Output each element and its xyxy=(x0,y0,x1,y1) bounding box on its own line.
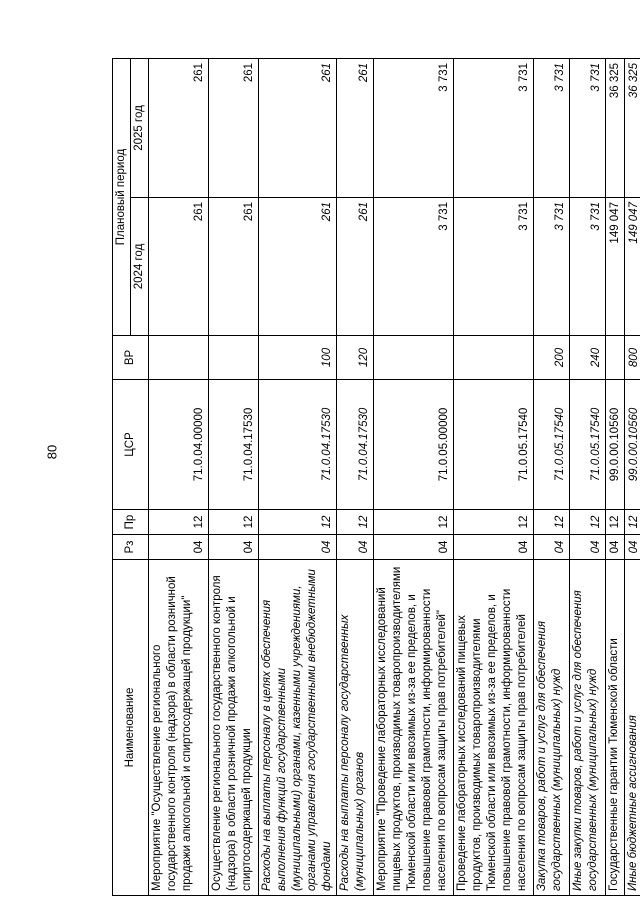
row-vr: 120 xyxy=(337,336,374,380)
row-name: Иные бюджетные ассигнования xyxy=(625,560,640,896)
row-rz: 04 xyxy=(625,535,640,560)
row-vr: 200 xyxy=(534,336,570,380)
row-name: Расходы на выплаты персоналу государственных (муниципальных) органов xyxy=(337,560,374,896)
table-header xyxy=(113,58,149,895)
row-rz: 04 xyxy=(570,535,606,560)
table-row xyxy=(570,58,606,895)
row-pr: 12 xyxy=(374,510,454,535)
row-value-2024: 261 xyxy=(337,198,374,336)
row-value-2024: 261 xyxy=(259,198,337,336)
row-value-2025: 36 325 xyxy=(625,58,640,197)
row-value-2025: 36 325 xyxy=(606,58,625,197)
header-vr: ВР xyxy=(113,336,149,380)
table-row xyxy=(625,58,640,895)
row-vr xyxy=(209,336,259,380)
header-rz: Рз xyxy=(113,535,149,560)
budget-table xyxy=(112,58,640,896)
table-row xyxy=(374,58,454,895)
table-row xyxy=(534,58,570,895)
header-pr: Пр xyxy=(113,510,149,535)
row-name: Расходы на выплаты персоналу в целях обеспечения выполнения функций государственными (муниципальными) органами, казенными учреждениями, органами управления государственными внебюджетными фондами xyxy=(259,560,337,896)
row-pr: 12 xyxy=(606,510,625,535)
row-value-2025: 3 731 xyxy=(570,58,606,197)
row-value-2024: 261 xyxy=(209,198,259,336)
row-value-2024: 3 731 xyxy=(534,198,570,336)
row-name: Проведение лабораторных исследований пищевых продуктов, производимых товаропроизводителями Тюменской области или ввозимых из-за ее пределов, и повышение правовой грамотности, информированности населения по вопросам защиты прав потребителей xyxy=(454,560,534,896)
row-value-2025: 3 731 xyxy=(374,58,454,197)
table-row xyxy=(606,58,625,895)
row-value-2024: 149 047 xyxy=(625,198,640,336)
row-value-2024: 3 731 xyxy=(570,198,606,336)
row-rz: 04 xyxy=(337,535,374,560)
row-csr: 71.0.05.00000 xyxy=(374,380,454,510)
header-name: Наименование xyxy=(113,560,149,896)
row-csr: 99.0.00.10560 xyxy=(606,380,625,510)
row-pr: 12 xyxy=(149,510,209,535)
row-value-2025: 261 xyxy=(259,58,337,197)
rotated-page-content xyxy=(112,59,640,896)
row-pr: 12 xyxy=(209,510,259,535)
row-vr xyxy=(149,336,209,380)
row-value-2025: 261 xyxy=(149,58,209,197)
row-csr: 71.0.04.00000 xyxy=(149,380,209,510)
row-name: Государственные гарантии Тюменской области xyxy=(606,560,625,896)
row-value-2025: 261 xyxy=(337,58,374,197)
table-body xyxy=(149,58,640,895)
row-rz: 04 xyxy=(149,535,209,560)
row-name: Мероприятие "Осуществление регионального государственного контроля (надзора) в области розничной продажи алкогольной и спиртосодержащей продукции" xyxy=(149,560,209,896)
row-vr: 240 xyxy=(570,336,606,380)
row-name: Осуществление регионального государственного контроля (надзора) в области розничной продажи алкогольной и спиртосодержащей продукции xyxy=(209,560,259,896)
row-csr: 71.0.04.17530 xyxy=(209,380,259,510)
row-csr: 71.0.05.17540 xyxy=(570,380,606,510)
header-planned-period: Плановый период xyxy=(113,58,131,335)
table-row xyxy=(454,58,534,895)
header-year-2024: 2024 год xyxy=(131,198,149,336)
table-row xyxy=(259,58,337,895)
row-pr: 12 xyxy=(534,510,570,535)
row-value-2024: 261 xyxy=(149,198,209,336)
row-pr: 12 xyxy=(570,510,606,535)
row-rz: 04 xyxy=(454,535,534,560)
row-name: Мероприятие "Проведение лабораторных исследований пищевых продуктов, производимых товаропроизводителями Тюменской области или ввозимых из-за ее пределов, и повышение правовой грамотности, информированности населения по вопросам защиты прав потребителей" xyxy=(374,560,454,896)
row-csr: 71.0.04.17530 xyxy=(259,380,337,510)
row-rz: 04 xyxy=(374,535,454,560)
row-value-2025: 261 xyxy=(209,58,259,197)
row-vr xyxy=(374,336,454,380)
row-name: Закупка товаров, работ и услуг для обеспечения государственных (муниципальных) нужд xyxy=(534,560,570,896)
row-name: Иные закупки товаров, работ и услуг для обеспечения государственных (муниципальных) нужд xyxy=(570,560,606,896)
table-row xyxy=(337,58,374,895)
row-csr: 71.0.05.17540 xyxy=(454,380,534,510)
row-vr: 100 xyxy=(259,336,337,380)
row-csr: 71.0.04.17530 xyxy=(337,380,374,510)
row-csr: 99.0.00.10560 xyxy=(625,380,640,510)
row-value-2024: 3 731 xyxy=(374,198,454,336)
row-value-2024: 149 047 xyxy=(606,198,625,336)
row-vr xyxy=(454,336,534,380)
row-pr: 12 xyxy=(625,510,640,535)
row-vr: 800 xyxy=(625,336,640,380)
row-pr: 12 xyxy=(337,510,374,535)
row-vr xyxy=(606,336,625,380)
row-rz: 04 xyxy=(209,535,259,560)
header-year-2025: 2025 год xyxy=(131,58,149,197)
page-number: 80 xyxy=(44,444,60,460)
row-value-2024: 3 731 xyxy=(454,198,534,336)
row-pr: 12 xyxy=(259,510,337,535)
row-pr: 12 xyxy=(454,510,534,535)
row-rz: 04 xyxy=(606,535,625,560)
row-rz: 04 xyxy=(259,535,337,560)
row-csr: 71.0.05.17540 xyxy=(534,380,570,510)
header-csr: ЦСР xyxy=(113,380,149,510)
row-rz: 04 xyxy=(534,535,570,560)
row-value-2025: 3 731 xyxy=(534,58,570,197)
table-row xyxy=(209,58,259,895)
row-value-2025: 3 731 xyxy=(454,58,534,197)
table-row xyxy=(149,58,209,895)
